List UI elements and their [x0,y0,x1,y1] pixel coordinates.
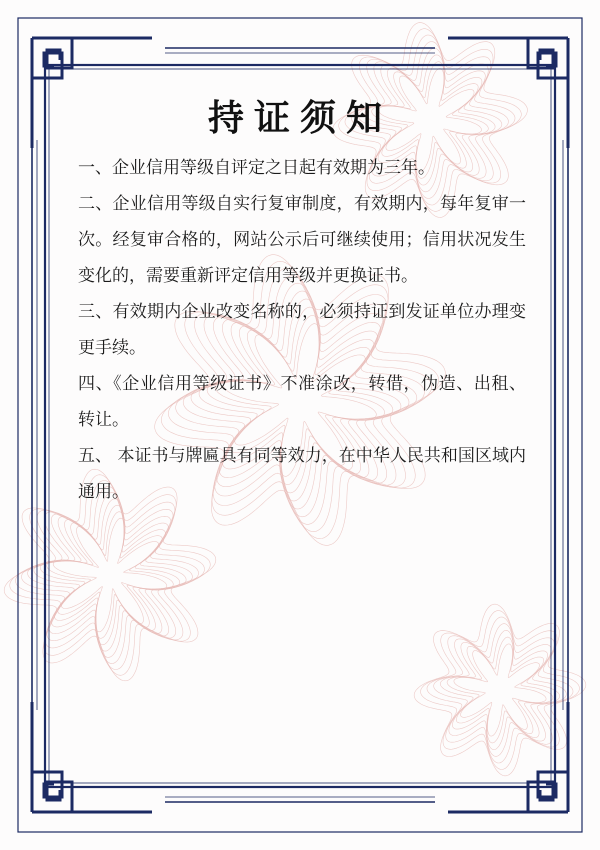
page-title: 持证须知 [207,97,392,139]
corner-ornament-bottom-right [448,702,568,812]
notice-item-4: 四、《企业信用等级证书》不准涂改，转借，伪造、出租、转让。 [78,374,526,430]
notice-body [78,150,526,510]
notice-item-1: 一、企业信用等级自评定之日起有效期为三年。 [78,158,435,178]
corner-ornament-bottom-left [32,702,152,812]
notice-item-5: 五、 本证书与牌匾具有同等效力，在中华人民共和国区域内通用。 [78,446,526,502]
notice-item-2: 二、企业信用等级自实行复审制度，有效期内，每年复审一次。经复审合格的，网站公示后可继续使用；信用状况发生变化的，需要重新评定信用等级并更换证书。 [78,194,526,286]
notice-item-3: 三、有效期内企业改变名称的，必须持证到发证单位办理变更手续。 [78,302,526,358]
